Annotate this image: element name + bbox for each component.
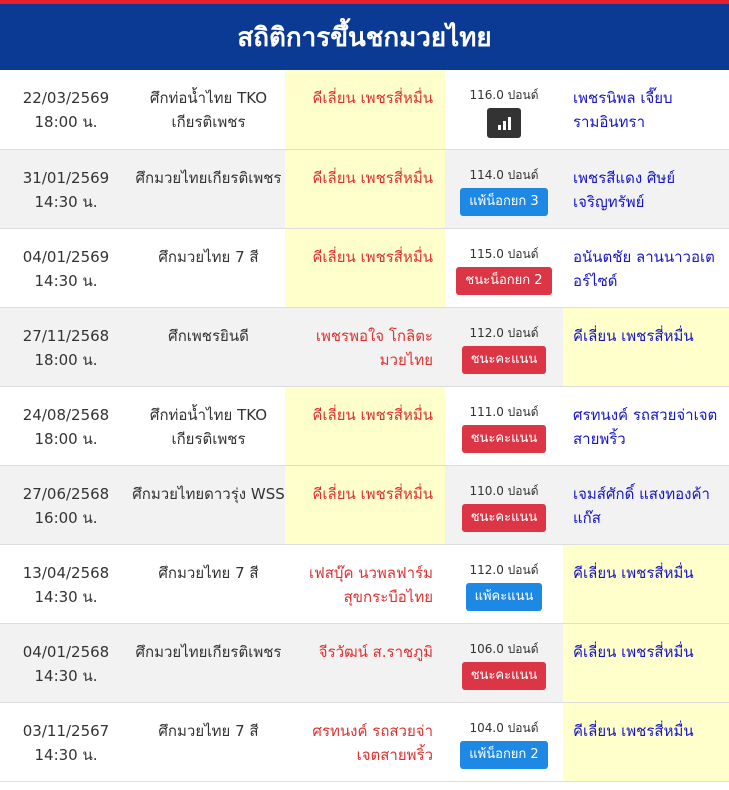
blue-corner-cell (563, 149, 729, 228)
weight-label: 106.0 ปอนด์ (469, 641, 539, 656)
event-name: ศึกเพชรยินดี (168, 326, 249, 345)
event-cell (132, 702, 285, 781)
result-cell (445, 623, 563, 702)
fight-date-cell (0, 228, 132, 307)
fight-time: 18:00 น. (34, 429, 98, 448)
event-cell (132, 465, 285, 544)
red-corner-fighter[interactable]: ศรทนงค์ รถสวยจ่าเจตสายพริ้ว (312, 721, 433, 764)
fight-date: 27/06/2568 (22, 484, 110, 503)
red-corner-fighter[interactable]: คีเลี่ยน เพชรสี่หมื่น (312, 247, 433, 266)
event-cell (132, 307, 285, 386)
result-cell (445, 702, 563, 781)
table-row[interactable] (0, 307, 729, 386)
fight-date: 03/11/2567 (22, 721, 110, 740)
red-corner-fighter[interactable]: คีเลี่ยน เพชรสี่หมื่น (312, 168, 433, 187)
fight-history-table (0, 70, 729, 782)
result-cell (445, 465, 563, 544)
event-cell (132, 228, 285, 307)
red-corner-fighter[interactable]: เฟสบุ๊ค นวพลฟาร์มสุขกระบือไทย (309, 563, 433, 606)
event-name: ศึกมวยไทยเกียรติเพชร (135, 642, 282, 661)
fight-date: 22/03/2569 (22, 89, 110, 107)
weight-label: 112.0 ปอนด์ (469, 562, 539, 577)
blue-corner-fighter[interactable]: เจมส์ศักดิ์ แสงทองค้าแก๊ส (573, 484, 710, 527)
result-cell (445, 228, 563, 307)
red-corner-fighter[interactable]: คีเลี่ยน เพชรสี่หมื่น (312, 484, 433, 503)
fight-time: 18:00 น. (34, 350, 98, 369)
table-row[interactable] (0, 228, 729, 307)
blue-corner-cell (563, 307, 729, 386)
blue-corner-cell (563, 465, 729, 544)
weight-label: 115.0 ปอนด์ (469, 246, 539, 261)
red-corner-fighter[interactable]: เพชรพอใจ โกลิตะมวยไทย (315, 326, 433, 369)
fight-date: 04/01/2568 (22, 642, 110, 661)
result-badge[interactable]: ชนะคะแนน (462, 425, 547, 453)
page-title: สถิติการขึ้นชกมวยไทย (237, 22, 492, 53)
event-name: ศึกมวยไทยเกียรติเพชร (135, 168, 282, 187)
event-cell (132, 70, 285, 149)
blue-corner-cell (563, 544, 729, 623)
fight-time: 16:00 น. (34, 508, 98, 527)
fight-date-cell (0, 307, 132, 386)
fight-date: 04/01/2569 (22, 247, 110, 266)
fight-date: 13/04/2568 (22, 563, 110, 582)
red-corner-cell (285, 702, 445, 781)
event-cell (132, 386, 285, 465)
fight-time: 14:30 น. (34, 587, 98, 606)
result-cell (445, 544, 563, 623)
blue-corner-fighter[interactable]: คีเลี่ยน เพชรสี่หมื่น (573, 642, 694, 661)
red-corner-cell (285, 149, 445, 228)
fight-date-cell (0, 702, 132, 781)
result-badge[interactable]: ชนะคะแนน (462, 662, 547, 690)
fight-date: 24/08/2568 (22, 405, 110, 424)
red-corner-cell (285, 623, 445, 702)
fight-time: 14:30 น. (34, 192, 98, 211)
table-row[interactable] (0, 544, 729, 623)
blue-corner-fighter[interactable]: ศรทนงค์ รถสวยจ่าเจตสายพริ้ว (573, 405, 718, 448)
blue-corner-cell (563, 70, 729, 149)
table-row[interactable] (0, 70, 729, 149)
result-badge[interactable]: ชนะคะแนน (462, 504, 547, 532)
fight-time: 14:30 น. (34, 666, 98, 685)
weight-label: 116.0 ปอนด์ (469, 88, 539, 102)
fight-date-cell (0, 623, 132, 702)
red-corner-cell (285, 544, 445, 623)
event-cell (132, 149, 285, 228)
event-cell (132, 623, 285, 702)
red-corner-cell (285, 386, 445, 465)
blue-corner-cell (563, 623, 729, 702)
event-name: ศึกมวยไทย 7 สี (158, 563, 259, 582)
result-cell (445, 386, 563, 465)
weight-label: 104.0 ปอนด์ (469, 720, 539, 735)
fight-date: 27/11/2568 (22, 326, 110, 345)
result-cell (445, 307, 563, 386)
weight-label: 114.0 ปอนด์ (469, 167, 539, 182)
event-name: ศึกมวยไทย 7 สี (158, 247, 259, 266)
fight-date: 31/01/2569 (22, 168, 110, 187)
blue-corner-cell (563, 702, 729, 781)
table-row[interactable] (0, 702, 729, 781)
result-badge[interactable]: แพ้คะแนน (466, 583, 543, 611)
fight-time: 14:30 น. (34, 745, 98, 764)
table-row[interactable] (0, 465, 729, 544)
bar-chart-icon[interactable] (487, 108, 521, 138)
fight-date-cell (0, 465, 132, 544)
page-header (0, 4, 729, 70)
red-corner-cell (285, 307, 445, 386)
event-name: ศึกมวยไทยดาวรุ่ง WSS (132, 484, 285, 503)
event-name: ศึกท่อน้ำไทย TKO เกียรติเพชร (149, 89, 268, 131)
blue-corner-cell (563, 386, 729, 465)
fight-time: 18:00 น. (34, 113, 98, 131)
red-corner-cell (285, 70, 445, 149)
fight-date-cell (0, 386, 132, 465)
result-badge[interactable]: ชนะน็อกยก 2 (456, 267, 551, 295)
red-corner-cell (285, 465, 445, 544)
fight-date-cell (0, 70, 132, 149)
weight-label: 110.0 ปอนด์ (469, 483, 539, 498)
weight-label: 111.0 ปอนด์ (469, 404, 539, 419)
event-name: ศึกท่อน้ำไทย TKO เกียรติเพชร (149, 405, 268, 448)
event-name: ศึกมวยไทย 7 สี (158, 721, 259, 740)
blue-corner-fighter[interactable]: เพชรสีแดง ศิษย์เจริญทรัพย์ (573, 168, 676, 211)
chart-bar (498, 125, 501, 130)
table-row[interactable] (0, 623, 729, 702)
blue-corner-fighter[interactable]: เพชรนิพล เจี๊ยบรามอินทรา (573, 89, 673, 131)
fight-time: 14:30 น. (34, 271, 98, 290)
result-cell (445, 70, 563, 149)
blue-corner-fighter[interactable]: คีเลี่ยน เพชรสี่หมื่น (573, 326, 694, 345)
fight-date-cell (0, 544, 132, 623)
blue-corner-cell (563, 228, 729, 307)
red-corner-fighter[interactable]: จีรวัฒน์ ส.ราชภูมิ (318, 642, 433, 661)
result-badge[interactable]: ชนะคะแนน (462, 346, 547, 374)
red-corner-fighter[interactable]: คีเลี่ยน เพชรสี่หมื่น (312, 89, 433, 107)
chart-bar (508, 117, 511, 130)
weight-label: 112.0 ปอนด์ (469, 325, 539, 340)
result-cell (445, 149, 563, 228)
event-cell (132, 544, 285, 623)
chart-bar (503, 121, 506, 130)
red-corner-fighter[interactable]: คีเลี่ยน เพชรสี่หมื่น (312, 405, 433, 424)
result-badge[interactable]: แพ้น็อกยก 3 (460, 188, 547, 216)
result-badge[interactable]: แพ้น็อกยก 2 (460, 741, 547, 769)
blue-corner-fighter[interactable]: คีเลี่ยน เพชรสี่หมื่น (573, 721, 694, 740)
red-corner-cell (285, 228, 445, 307)
table-row[interactable] (0, 149, 729, 228)
blue-corner-fighter[interactable]: อนันตชัย ลานนาวอเตอร์ไซด์ (573, 247, 715, 290)
blue-corner-fighter[interactable]: คีเลี่ยน เพชรสี่หมื่น (573, 563, 694, 582)
table-row[interactable] (0, 386, 729, 465)
fight-date-cell (0, 149, 132, 228)
